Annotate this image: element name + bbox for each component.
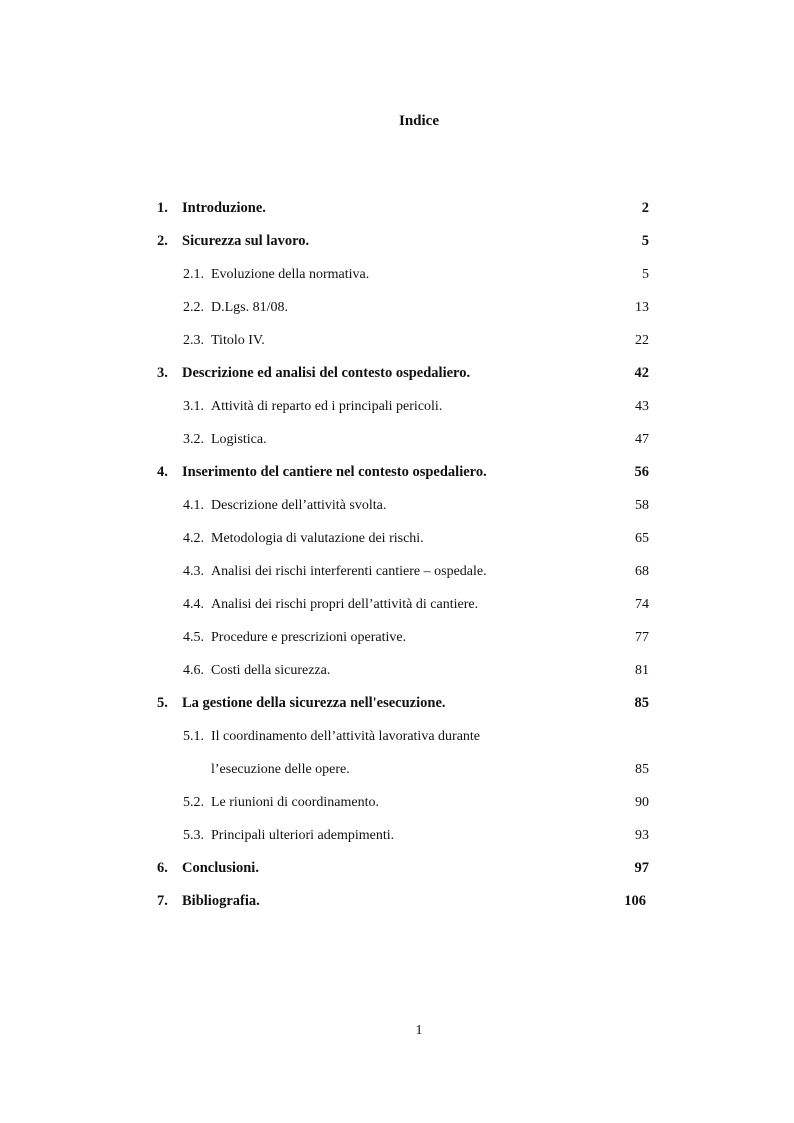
toc-number: 3.1. (183, 399, 204, 414)
toc-number: 4.4. (183, 597, 204, 612)
toc-title: Procedure e prescrizioni operative. (211, 630, 407, 645)
toc-page: 43 (635, 399, 649, 414)
toc-entry-5-3 (157, 819, 649, 852)
toc-page: 56 (634, 464, 649, 480)
toc-title: D.Lgs. 81/08. (211, 300, 288, 315)
toc-title: Il coordinamento dell’attività lavorativa durante (211, 729, 481, 744)
toc-entry-2-1 (157, 258, 649, 291)
toc-entry-3-2 (157, 423, 649, 456)
table-of-contents (157, 192, 649, 918)
toc-page: 93 (635, 828, 649, 843)
toc-number: 2.3. (183, 333, 204, 348)
toc-entry-5-2 (157, 786, 649, 819)
toc-page: 97 (634, 860, 649, 876)
toc-page: 22 (635, 333, 649, 348)
toc-title: Descrizione ed analisi del contesto ospedaliero. (182, 365, 471, 381)
toc-page: 65 (635, 531, 649, 546)
toc-title: Attività di reparto ed i principali pericoli. (211, 399, 443, 414)
toc-title: l’esecuzione delle opere. (211, 762, 350, 777)
toc-entry-4-4 (157, 588, 649, 621)
toc-number: 7. (157, 893, 168, 909)
toc-entry-4-3 (157, 555, 649, 588)
toc-page: 74 (635, 597, 649, 612)
toc-entry-3-1 (157, 390, 649, 423)
toc-title: Bibliografia. (182, 893, 260, 909)
toc-page: 58 (635, 498, 649, 513)
toc-title: Le riunioni di coordinamento. (211, 795, 379, 810)
toc-number: 4.3. (183, 564, 204, 579)
toc-page: 77 (635, 630, 649, 645)
toc-number: 5.1. (183, 729, 204, 744)
toc-entry-5 (157, 687, 649, 720)
toc-title: Conclusioni. (182, 860, 259, 876)
page-title: Indice (398, 113, 439, 129)
toc-page: 42 (634, 365, 649, 381)
toc-title: Titolo IV. (211, 333, 265, 348)
toc-entry-5-1-continuation (157, 753, 649, 786)
toc-title: Metodologia di valutazione dei rischi. (211, 531, 424, 546)
toc-number: 2.2. (183, 300, 204, 315)
toc-page: 5 (642, 267, 649, 282)
toc-entry-6 (157, 852, 649, 885)
toc-title: Analisi dei rischi propri dell’attività di cantiere. (211, 597, 479, 612)
toc-entry-4-6 (157, 654, 649, 687)
toc-title: Inserimento del cantiere nel contesto ospedaliero. (182, 464, 487, 480)
toc-title: Logistica. (211, 432, 267, 447)
toc-number: 4.6. (183, 663, 204, 678)
toc-title: Descrizione dell’attività svolta. (211, 498, 387, 513)
toc-entry-2-3 (157, 324, 649, 357)
toc-page: 2 (641, 200, 649, 216)
toc-title: Sicurezza sul lavoro. (182, 233, 310, 249)
toc-number: 4.1. (183, 498, 204, 513)
toc-number: 4.5. (183, 630, 204, 645)
toc-title: Evoluzione della normativa. (211, 267, 370, 282)
toc-page: 85 (634, 695, 649, 711)
toc-page: 81 (635, 663, 649, 678)
toc-entry-1 (157, 192, 649, 225)
toc-page: 47 (635, 432, 649, 447)
toc-number: 3. (157, 365, 168, 381)
toc-number: 5. (157, 695, 168, 711)
toc-entry-4-1 (157, 489, 649, 522)
toc-number: 4.2. (183, 531, 204, 546)
toc-title: Costi della sicurezza. (211, 663, 331, 678)
toc-number: 5.3. (183, 828, 204, 843)
toc-entry-7 (157, 885, 649, 918)
toc-entry-4-2 (157, 522, 649, 555)
toc-number: 1. (157, 200, 168, 216)
toc-entry-3 (157, 357, 649, 390)
toc-number: 3.2. (183, 432, 204, 447)
toc-number: 4. (157, 464, 168, 480)
toc-number: 2. (157, 233, 168, 249)
toc-number: 2.1. (183, 267, 204, 282)
toc-entry-4-5 (157, 621, 649, 654)
toc-page: 90 (635, 795, 649, 810)
toc-entry-5-1 (157, 720, 649, 753)
toc-page: 106 (624, 893, 646, 909)
toc-number: 6. (157, 860, 168, 876)
toc-entry-2 (157, 225, 649, 258)
toc-page: 5 (641, 233, 649, 249)
toc-title: Introduzione. (182, 200, 266, 216)
toc-number: 5.2. (183, 795, 204, 810)
toc-title: Analisi dei rischi interferenti cantiere – ospedale. (211, 564, 487, 579)
toc-page: 68 (635, 564, 649, 579)
toc-entry-2-2 (157, 291, 649, 324)
page-number: 1 (415, 1023, 423, 1038)
toc-title: La gestione della sicurezza nell'esecuzione. (182, 695, 446, 711)
toc-page: 13 (635, 300, 649, 315)
toc-entry-4 (157, 456, 649, 489)
toc-page: 85 (635, 762, 649, 777)
toc-title: Principali ulteriori adempimenti. (211, 828, 395, 843)
